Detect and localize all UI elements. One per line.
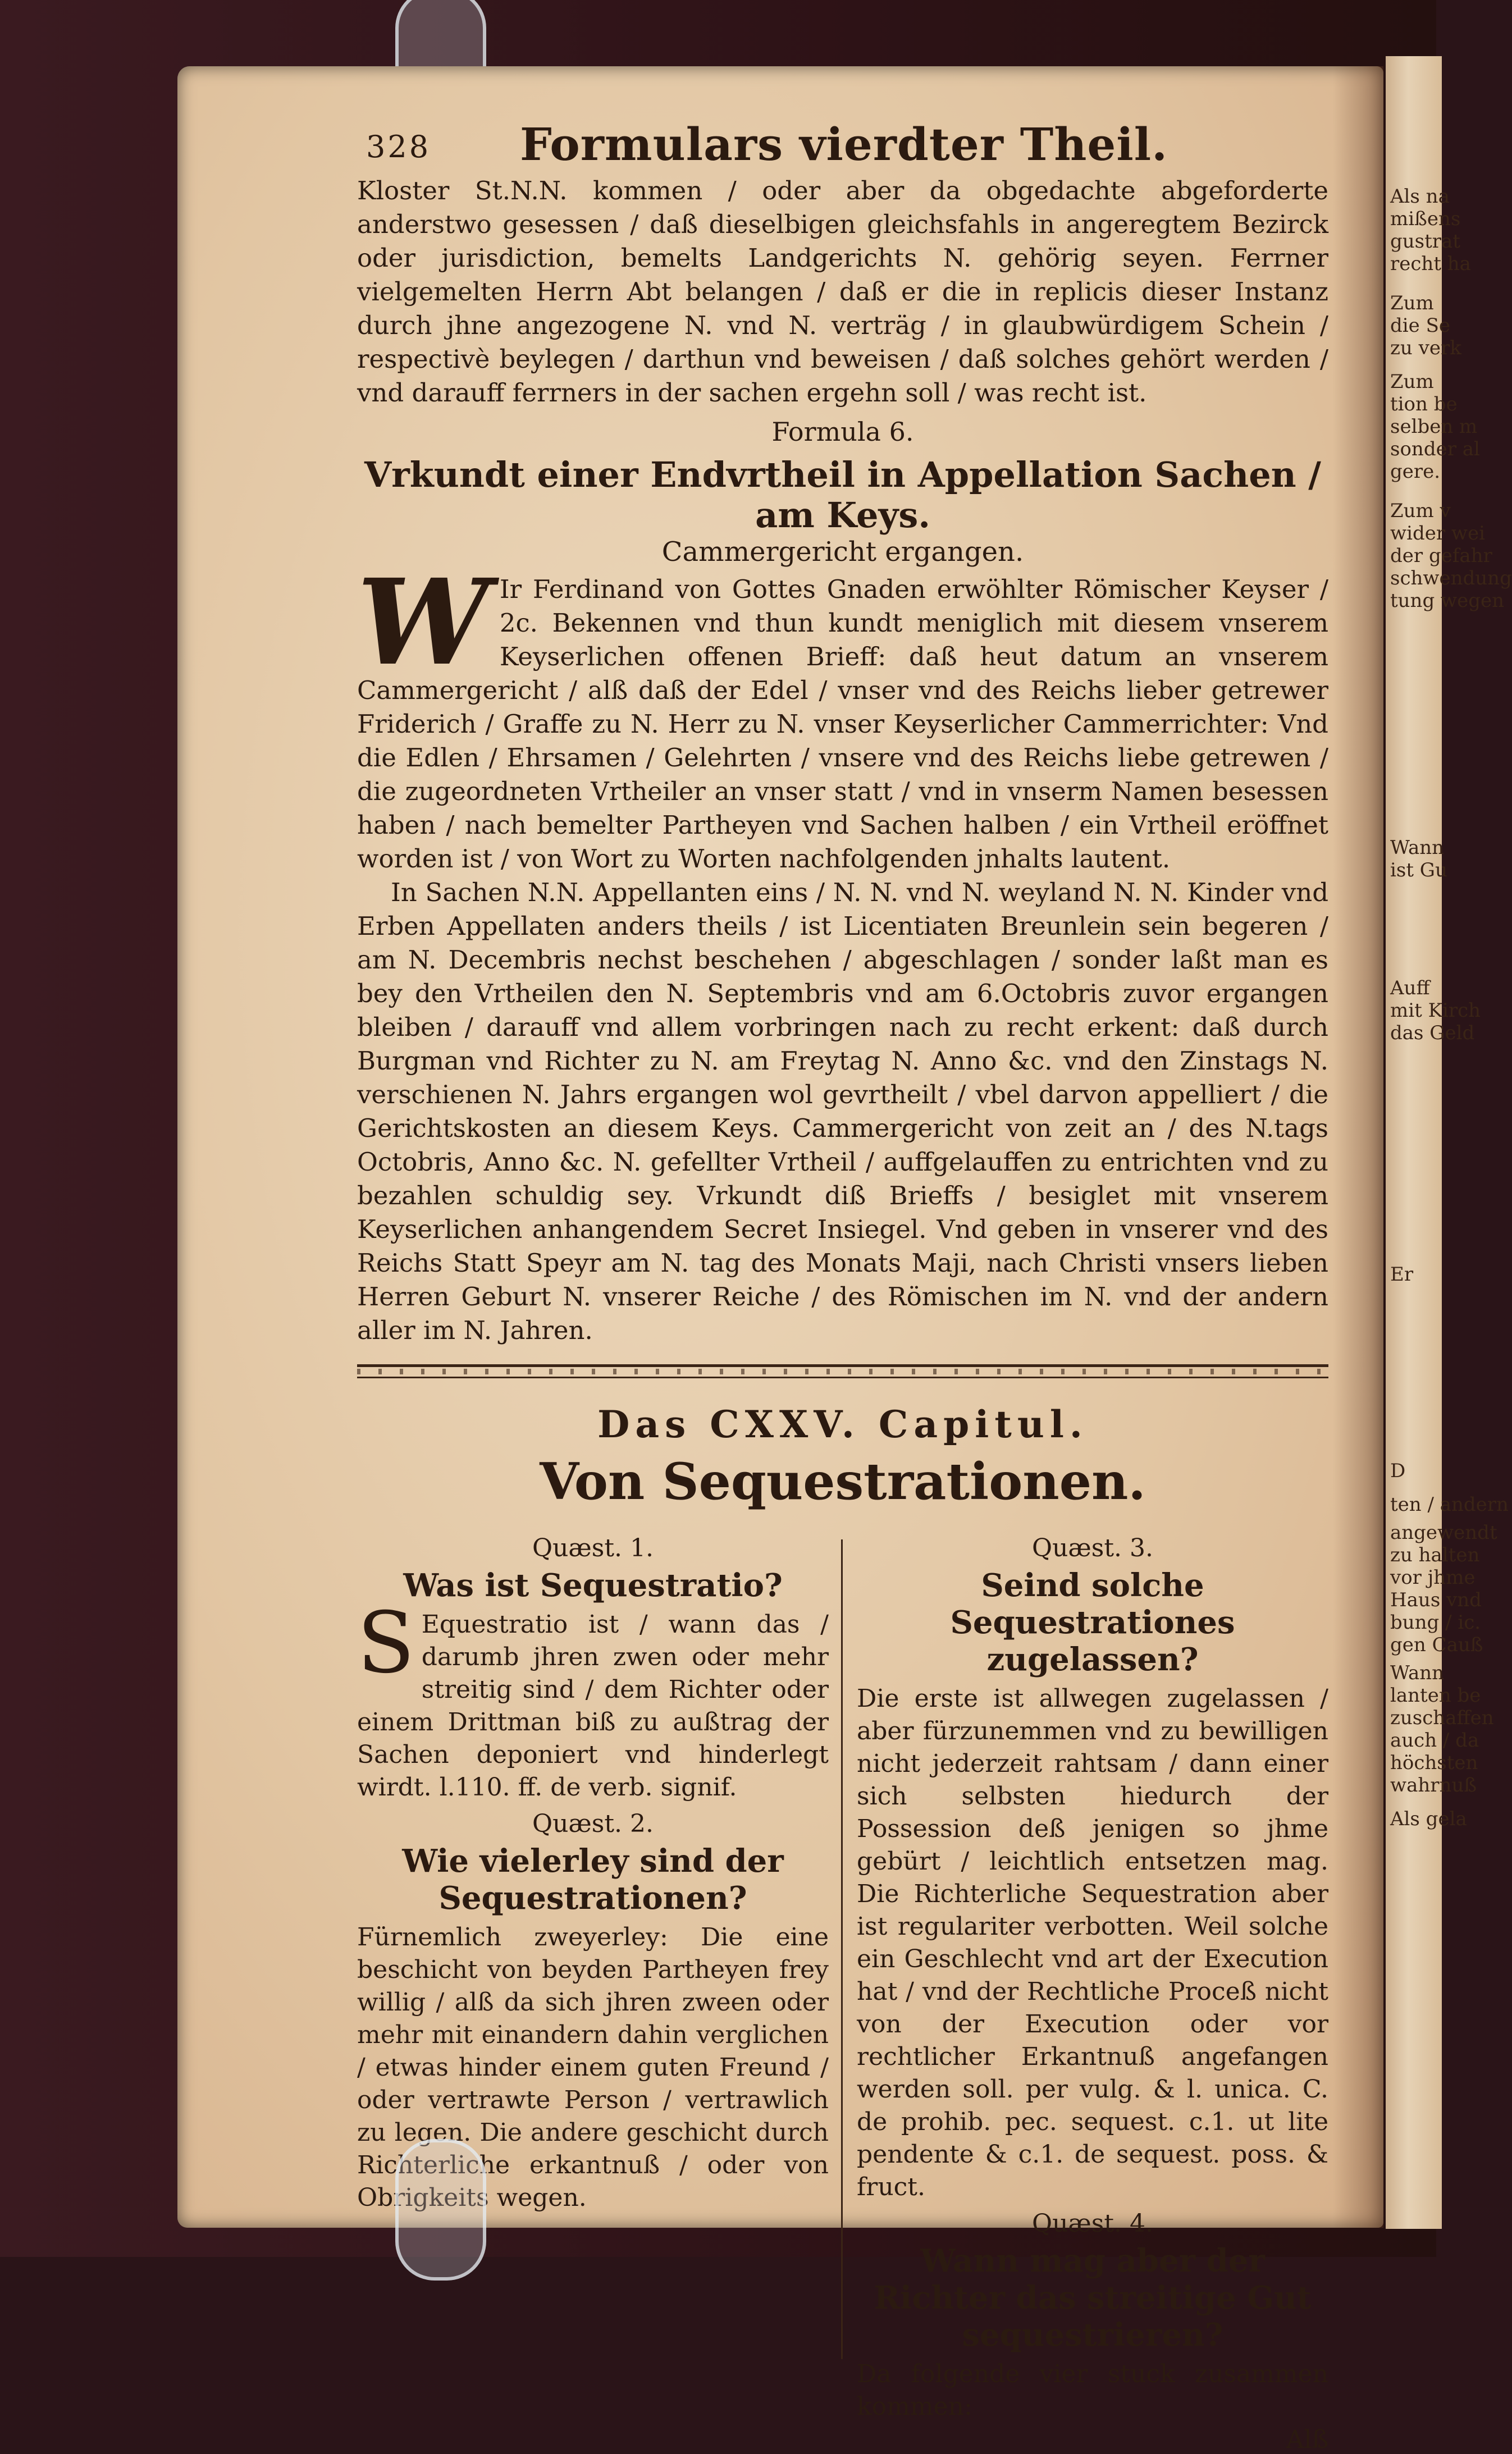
facing-page-text-fragment: selben m [1390, 415, 1478, 438]
page-number: 328 [366, 129, 431, 164]
facing-page-text-fragment: vor jhme [1390, 1566, 1476, 1589]
facing-page-text-fragment: mißens [1390, 208, 1461, 230]
facing-page-text-fragment: zu verk [1390, 337, 1461, 359]
question-title: Wann mag aber der Richter das streitige Gut sequestrieren? [874, 2242, 1312, 2354]
page-clip-bottom [395, 2139, 486, 2281]
ornamental-rule [357, 1364, 1328, 1381]
facing-page-text-fragment: ten / andern [1390, 1493, 1509, 1516]
formula-body [357, 553, 1328, 876]
question-label: Quæst. 3. [1032, 1534, 1153, 1562]
facing-page-text-fragment: Als gela [1390, 1808, 1467, 1830]
facing-page-text-fragment: Wann [1390, 837, 1445, 859]
facing-page-text-fragment: schwendung [1390, 567, 1512, 589]
question-label: Quæst. 4. [1032, 2209, 1153, 2238]
facing-page-text-fragment: Als na [1390, 185, 1450, 208]
answer-text: Fürnemlich zweyerley: Die eine beschicht von beyden Partheyen frey willig / alß da sich jhren zween oder mehr mit einandern dahin verglichen / etwas hinder einem guten Freund / oder vertrawte Person / vertrawlich zu legen. Die andere geschicht durch Richterliche erkantnuß / oder von Obrigkeits wegen. [357, 1923, 829, 2212]
running-head: Formulars vierdter Theil. [520, 118, 1168, 171]
facing-page-text-fragment: tung wegen [1390, 589, 1505, 612]
facing-page-text-fragment: das Geld [1390, 1022, 1475, 1044]
answer-block [357, 1594, 829, 1804]
column-divider [841, 1539, 843, 2359]
formula-body-paragraph-2: In Sachen N.N. Appellanten eins / N. N. vnd N. weyland N. N. Kinder vnd Erben Appellaten anders theils / ist Licentiaten Breunlein sein begeren / am N. Decembris nechst beschehen / abgeschlagen / sonder laßt man es bey den Vrtheilen den N. Septembris vnd am 6.Octobris zuvor ergangen bleiben / darauff vnd allem vorbringen nach zu recht erkent: daß durch Burgman vnd Richter zu N. am Freytag N. Anno &c. vnd den Zinstags N. verschienen N. Jahrs ergangen wol gevrtheilt / vbel darvon appelliert / die Gerichtskosten an diesem Keys. Cammergericht von zeit an / des N.tags Octobris, Anno &c. N. gefellter Vrtheil / auffgelauffen zu entrichten vnd zu bezahlen schuldig sey. Vrkundt diß Brieffs / besiglet mit vnserem Keyserlichen anhangendem Secret Insiegel. Vnd geben in vnserer vnd des Reichs Statt Speyr am N. tag des Monats Maji, nach Christi vnsers lieben Herren Geburt N. vnserer Reiche / des Römischen im N. vnd der andern aller im N. Jahren. [357, 878, 1328, 1345]
facing-page-text-fragment: Auff [1390, 977, 1430, 999]
drop-cap-initial: S [357, 1594, 415, 1692]
page-header [357, 112, 1328, 174]
formula-label: Formula 6. [771, 417, 914, 447]
facing-page-edge [1386, 56, 1512, 2229]
facing-page-text-fragment: mit Kirch [1390, 999, 1481, 1022]
facing-page-text-fragment: lanten be [1390, 1684, 1481, 1707]
facing-page-text-fragment: gustrat [1390, 230, 1460, 253]
chapter-title: Von Sequestrationen. [540, 1452, 1146, 1511]
facing-page-text-fragment: recht ha [1390, 253, 1471, 275]
facing-page-text-fragment: Zum [1390, 371, 1434, 393]
facing-page-text-fragment: auch / da [1390, 1729, 1479, 1752]
question-title: Seind solche Sequestrationes zugelassen? [950, 1567, 1235, 1678]
facing-page-text-fragment: der gefahr [1390, 545, 1492, 567]
question-label: Quæst. 2. [532, 1809, 654, 1838]
facing-page-text-fragment: wider wei [1390, 522, 1486, 545]
facing-page-text-fragment: die Se [1390, 314, 1450, 337]
question-title: Wie vielerley sind der Sequestrationen? [402, 1843, 784, 1917]
facing-page-text-fragment: angewendt [1390, 1521, 1497, 1544]
facing-page-text-fragment: zu halten [1390, 1544, 1480, 1566]
chapter-heading: Das CXXV. Capitul. [597, 1402, 1088, 1446]
formula-subtitle: Cammergericht ergangen. [661, 536, 1024, 568]
answer-text: Da folgende vier stuck zusammen kommen: [857, 2360, 1328, 2421]
facing-page-text-fragment: D [1390, 1460, 1406, 1482]
facing-page-text-fragment: Er [1390, 1263, 1414, 1286]
answer-text: Die erste ist allwegen zugelassen / aber fürzunemmen vnd zu bewilligen nicht jederzeit rahtsam / dann einer sich selbsten hiedurch der Possession deß jenigen so jhme gebürt / leichtlich entsetzen mag. Die Richterliche Sequestration aber ist regulariter verbotten. Weil solche ein Geschlecht vnd art der Execution hat / vnd der Rechtliche Proceß nicht von der Execution oder vor rechtlicher Erkantnuß angefangen werden soll. per vulg. & l. unica. C. de prohib. pec. sequest. c.1. ut lite pendente & c.1. de sequest. poss. & fruct. [857, 1684, 1328, 2201]
facing-page-text-fragment: sonder al [1390, 438, 1480, 460]
facing-page-text-fragment: tion be [1390, 393, 1458, 415]
two-column-section [357, 1528, 1328, 2454]
answer-text: Equestratio ist / wann das / darumb jhren zwen oder mehr streitig sind / dem Richter oder einem Drittman biß zu außtrag der Sachen deponiert vnd hinderlegt wirdt. l.110. ff. de verb. signif. [357, 1610, 829, 1802]
question-title: Was ist Sequestratio? [403, 1567, 783, 1604]
catchword: Alß [1286, 2425, 1328, 2454]
opening-paragraph: Kloster St.N.N. kommen / oder aber da obgedachte abgeforderte anderstwo gesessen / daß dieselbigen gleichsfahls in angeregtem Bezirck oder jurisdiction, bemelts Landgerichts N. gehörig seyen. Ferrner vielgemelten Herrn Abt belangen / daß er die in replicis dieser Instanz durch jhne angezogene N. vnd N. verträg / in glaubwürdigem Schein / respectivè beylegen / darthun vnd beweisen / daß solches gehört werden / vnd darauff ferrners in der sachen ergehn soll / was recht ist. [357, 176, 1328, 408]
facing-page-text-fragment: Wann [1390, 1662, 1445, 1684]
question-label: Quæst. 1. [532, 1534, 654, 1562]
facing-page-text-fragment: gere. [1390, 460, 1441, 483]
facing-page-text-fragment: höchsten [1390, 1752, 1478, 1774]
formula-body-paragraph-1: Ir Ferdinand von Gottes Gnaden erwöhlter Römischer Keyser / 2c. Bekennen vnd thun kundt meniglich mit diesem vnserem Keyserlichen offenen Brieff: daß heut datum an vnserem Cammergericht / alß daß der Edel / vnser vnd des Reichs lieber getrewer Friderich / Graffe zu N. Herr zu N. vnser Keyserlicher Cammerrichter: Vnd die Edlen / Ehrsamen / Gelehrten / vnsere vnd des Reichs liebe getrewen / die zugeordneten Vrtheiler an vnser statt / vnd in vnserm Namen besessen haben / nach bemelter Partheyen vnd Sachen halben / ein Vrtheil eröffnet worden ist / von Wort zu Worten nachfolgenden jnhalts lautent. [357, 574, 1328, 874]
facing-page-text-fragment: bung / ic. [1390, 1611, 1481, 1634]
facing-page-text-fragment: Haus vnd [1390, 1589, 1482, 1611]
facing-page-text-fragment: ist Gu [1390, 859, 1447, 881]
facing-page-text-fragment: zuschaffen [1390, 1707, 1494, 1729]
page-content [357, 112, 1328, 2454]
left-column [357, 1528, 829, 2214]
facing-page-text-fragment: Zum v [1390, 500, 1451, 522]
facing-page-text-fragment: Zum [1390, 292, 1434, 314]
right-column [857, 1528, 1328, 2454]
facing-page-text-fragment: gen Cauß [1390, 1634, 1483, 1656]
formula-title: Vrkundt einer Endvrtheil in Appellation Sachen / am Keys. [364, 454, 1321, 536]
drop-cap-initial: W [357, 553, 490, 692]
facing-page-text-fragment: wahrnuß [1390, 1774, 1477, 1797]
